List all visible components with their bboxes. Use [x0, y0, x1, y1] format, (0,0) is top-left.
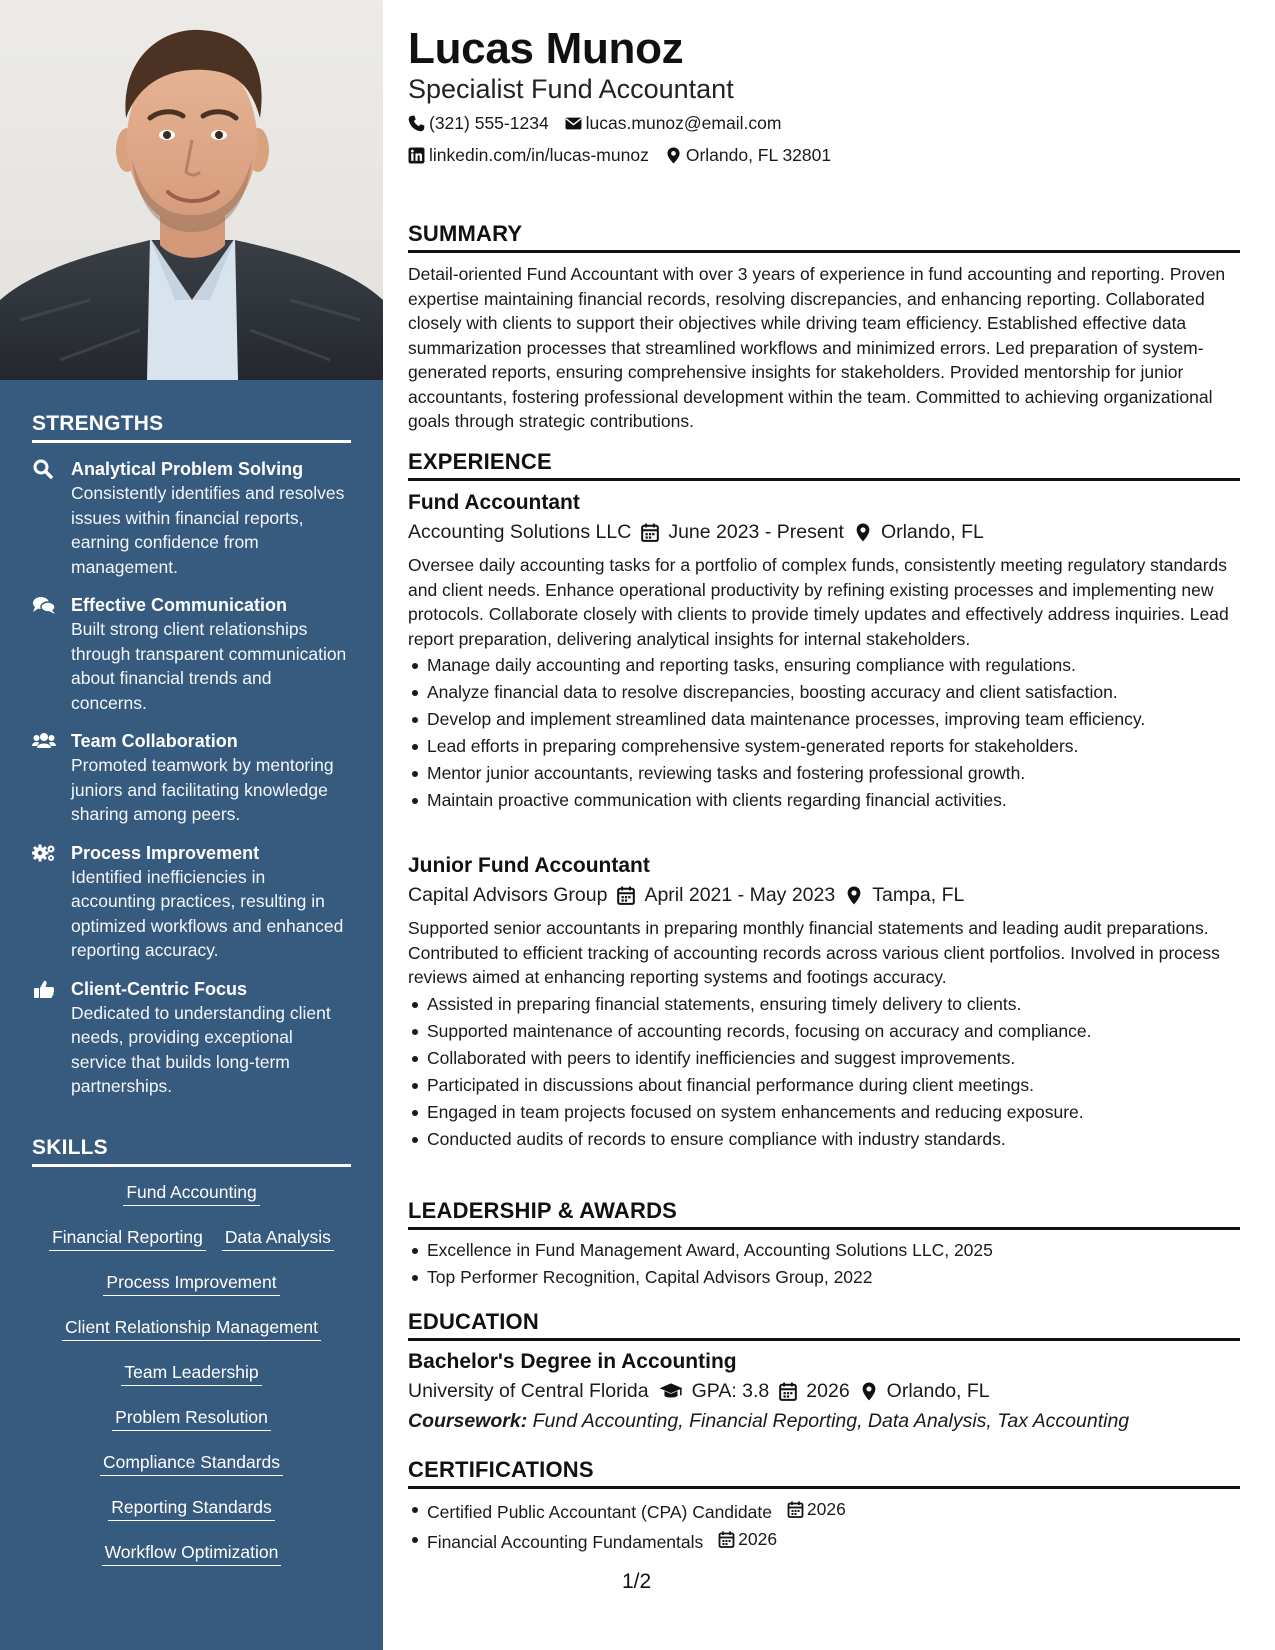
comments-icon	[32, 595, 56, 615]
job-description: Oversee daily accounting tasks for a portfolio of complex funds, consistently meeting regulatory standards and client needs. Enhance operational productivity by refining existing processes and implementing new protocols. Collaborate closely with clients to provide timely updates and effectively address inquiries. Lead report preparation, delivering analytical insights for internal stakeholders.	[408, 555, 1229, 649]
skill-tag: Reporting Standards	[108, 1496, 275, 1521]
skills-heading: SKILLS	[32, 1136, 351, 1167]
calendar-icon	[641, 523, 659, 542]
calendar-icon	[779, 1382, 797, 1401]
job-bullet: Develop and implement streamlined data maintenance processes, improving team efficiency.	[408, 706, 1240, 733]
job-bullets	[408, 652, 1240, 814]
calendar-icon	[787, 1501, 804, 1518]
contact-row-1	[408, 113, 781, 134]
strength-description: Built strong client relationships through transparent communication about financial trends and concerns.	[71, 619, 347, 713]
job-company: Capital Advisors Group	[408, 884, 608, 906]
job-meta	[408, 880, 1240, 910]
job-bullet: Maintain proactive communication with clients regarding financial activities.	[408, 787, 1240, 814]
job-title: Junior Fund Accountant	[408, 854, 650, 877]
leadership-section	[408, 1198, 1240, 1291]
gears-icon	[32, 843, 56, 863]
certification-item	[408, 1526, 1240, 1556]
strength-description: Identified inefficiencies in accounting practices, resulting in optimized workflows and enhanced reporting accuracy.	[71, 866, 344, 960]
job-bullets	[408, 991, 1240, 1153]
linkedin-link[interactable]: linkedin.com/in/lucas-munoz	[429, 145, 649, 165]
job-bullet: Engaged in team projects focused on system enhancements and reducing exposure.	[408, 1099, 1240, 1126]
education-heading: EDUCATION	[408, 1309, 1240, 1341]
job-bullet: Mentor junior accountants, reviewing tasks and fostering professional growth.	[408, 760, 1240, 787]
calendar-icon	[718, 1531, 735, 1548]
gpa-text: GPA: 3.8	[691, 1380, 770, 1402]
strength-description: Consistently identifies and resolves issues within financial reports, earning confidence from management.	[71, 483, 345, 577]
calendar-icon	[617, 886, 635, 905]
education-section	[408, 1309, 1240, 1436]
job-bullet: Manage daily accounting and reporting tasks, ensuring compliance with regulations.	[408, 652, 1240, 679]
degree-title: Bachelor's Degree in Accounting	[408, 1350, 737, 1373]
envelope-icon	[565, 115, 582, 132]
coursework-list: Fund Accounting, Financial Reporting, Data Analysis, Tax Accounting	[532, 1410, 1130, 1432]
graduation-year: 2026	[806, 1380, 850, 1402]
linkedin-icon	[408, 147, 425, 164]
job-location: Tampa, FL	[872, 884, 965, 906]
strength-item	[32, 729, 351, 827]
job-bullet: Collaborated with peers to identify inefficiencies and suggest improvements.	[408, 1045, 1240, 1072]
skill-tag: Problem Resolution	[112, 1406, 271, 1431]
leadership-list	[408, 1237, 1240, 1291]
certification-name: Financial Accounting Fundamentals	[427, 1532, 704, 1552]
contact-email	[565, 113, 782, 134]
job-entry	[408, 852, 1240, 1153]
job-bullet: Lead efforts in preparing comprehensive system-generated reports for stakeholders.	[408, 733, 1240, 760]
school-name: University of Central Florida	[408, 1380, 649, 1402]
search-icon	[32, 459, 56, 479]
skill-tag: Data Analysis	[222, 1226, 334, 1251]
certification-year: 2026	[738, 1529, 778, 1549]
thumbs-up-icon	[32, 979, 56, 999]
job-location: Orlando, FL	[880, 521, 984, 543]
skill-tag: Team Leadership	[121, 1361, 261, 1386]
job-dates: June 2023 - Present	[668, 521, 844, 543]
summary-text: Detail-oriented Fund Accountant with over 3 years of experience in fund accounting and reporting. Proven expertise maintaining financial records, resolving discrepancies, and enhancing reporting. Collaborated closely with clients to support their objectives while driving team efficiency. Established effective data summarization processes that streamlined workflows and minimized errors. Led preparation of system-generated reports, ensuring comprehensive insights for stakeholders. Provided mentorship for junior accountants, fostering professional development within the team. Committed to achieving organizational goals through strategic contributions.	[408, 264, 1226, 431]
certification-item	[408, 1496, 1240, 1526]
summary-heading: SUMMARY	[408, 221, 1240, 253]
skill-tag: Process Improvement	[103, 1271, 279, 1296]
location-text: Orlando, FL 32801	[685, 145, 832, 165]
strength-title: Process Improvement	[71, 842, 260, 863]
strengths-heading: STRENGTHS	[32, 412, 351, 443]
education-meta	[408, 1376, 1240, 1406]
profile-photo-illustration	[0, 0, 383, 380]
phone-text[interactable]: (321) 555-1234	[429, 113, 549, 133]
certifications-section	[408, 1457, 1240, 1556]
strength-title: Analytical Problem Solving	[71, 459, 304, 479]
award-item: Excellence in Fund Management Award, Accounting Solutions LLC, 2025	[408, 1237, 1240, 1264]
job-description: Supported senior accountants in preparing monthly financial statements and leading audit preparations. Contributed to efficient tracking of accounting records across various client portfolios. Involved in process reviews aimed at enhancing reporting systems and footings accuracy.	[408, 918, 1220, 987]
contact-row-2	[408, 145, 831, 166]
job-meta	[408, 517, 1240, 547]
contact-phone	[408, 113, 549, 134]
strengths-list	[32, 457, 351, 1099]
map-pin-icon	[860, 1382, 878, 1401]
award-item: Top Performer Recognition, Capital Advisors Group, 2022	[408, 1264, 1240, 1291]
candidate-name: Lucas Munoz	[408, 24, 684, 73]
skill-tag: Financial Reporting	[49, 1226, 206, 1251]
graduation-cap-icon	[659, 1382, 683, 1401]
map-pin-icon	[665, 147, 682, 164]
certifications-heading: CERTIFICATIONS	[408, 1457, 1240, 1489]
strength-description: Promoted teamwork by mentoring juniors and facilitating knowledge sharing among peers.	[71, 755, 334, 824]
skill-tag: Workflow Optimization	[102, 1541, 282, 1566]
contact-linkedin	[408, 145, 649, 166]
job-bullet: Assisted in preparing financial statements, ensuring timely delivery to clients.	[408, 991, 1240, 1018]
strength-title: Team Collaboration	[71, 731, 238, 751]
job-bullet: Participated in discussions about financial performance during client meetings.	[408, 1072, 1240, 1099]
strength-item	[32, 841, 351, 963]
skill-tag: Compliance Standards	[100, 1451, 283, 1476]
strength-description: Dedicated to understanding client needs, providing exceptional service that builds long-term partnerships.	[71, 1002, 331, 1096]
skill-tag: Fund Accounting	[123, 1181, 259, 1206]
strength-item	[32, 593, 351, 715]
strength-title: Effective Communication	[71, 595, 288, 615]
phone-icon	[408, 115, 425, 132]
job-dates: April 2021 - May 2023	[644, 884, 836, 906]
page-number: 1/2	[622, 1570, 652, 1593]
job-title: Fund Accountant	[408, 491, 580, 514]
strength-title: Client-Centric Focus	[71, 978, 248, 999]
certifications-list	[408, 1496, 1240, 1556]
strengths-section	[32, 412, 351, 1099]
users-icon	[32, 731, 56, 751]
email-link[interactable]: lucas.munoz@email.com	[585, 113, 782, 133]
job-company: Accounting Solutions LLC	[408, 521, 632, 543]
skills-list	[32, 1181, 351, 1586]
experience-heading: EXPERIENCE	[408, 449, 1240, 481]
coursework-label: Coursework:	[408, 1410, 528, 1432]
contact-location	[665, 145, 831, 166]
map-pin-icon	[854, 523, 872, 542]
strength-item	[32, 977, 351, 1099]
candidate-role: Specialist Fund Accountant	[408, 74, 734, 104]
school-location: Orlando, FL	[886, 1380, 990, 1402]
certification-year: 2026	[806, 1499, 846, 1519]
job-bullet: Conducted audits of records to ensure compliance with industry standards.	[408, 1126, 1240, 1153]
skills-section	[32, 1136, 351, 1586]
job-bullet: Supported maintenance of accounting records, focusing on accuracy and compliance.	[408, 1018, 1240, 1045]
job-entry	[408, 489, 1240, 814]
experience-section	[408, 449, 1240, 814]
sidebar	[0, 0, 383, 1650]
strength-item	[32, 457, 351, 579]
certification-name: Certified Public Accountant (CPA) Candidate	[427, 1502, 772, 1522]
map-pin-icon	[845, 886, 863, 905]
coursework	[408, 1406, 1240, 1436]
leadership-heading: LEADERSHIP & AWARDS	[408, 1198, 1240, 1230]
skill-tag: Client Relationship Management	[62, 1316, 321, 1341]
summary-section	[408, 221, 1240, 434]
profile-photo	[0, 0, 383, 380]
job-bullet: Analyze financial data to resolve discrepancies, boosting accuracy and client satisfaction.	[408, 679, 1240, 706]
